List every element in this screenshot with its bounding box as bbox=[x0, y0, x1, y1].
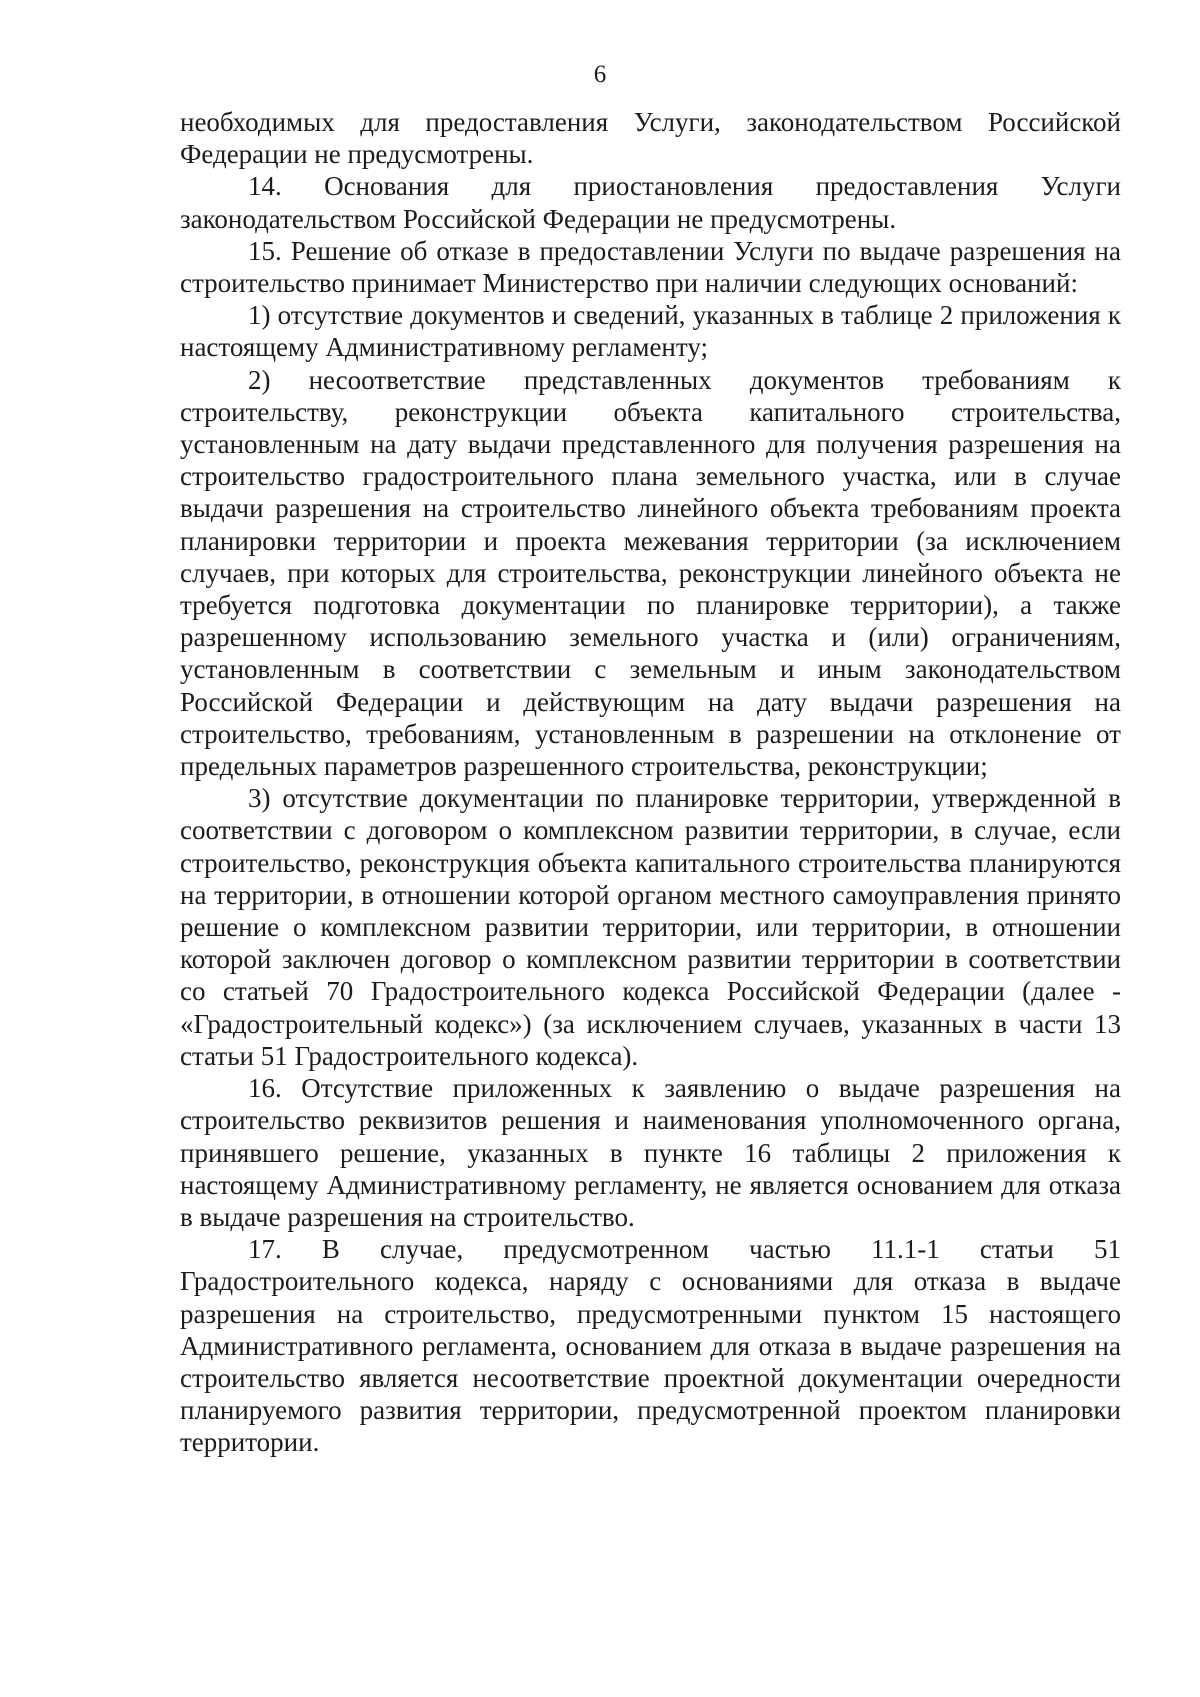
paragraph-item-15: 15. Решение об отказе в предоставлении Услуги по выдаче разрешения на строительство принимает Министерство при наличии следующих оснований: bbox=[180, 235, 1121, 299]
paragraph-continuation: необходимых для предоставления Услуги, законодательством Российской Федерации не предусмотрены. bbox=[180, 107, 1121, 170]
paragraph-subitem-1: 1) отсутствие документов и сведений, указанных в таблице 2 приложения к настоящему Административному регламенту; bbox=[180, 300, 1121, 363]
paragraph-item-16: 16. Отсутствие приложенных к заявлению о выдаче разрешения на строительство реквизитов решения и наименования уполномоченного органа, принявшего решение, указанных в пункте 16 таблицы 2 приложения к настоящему Административному регламенту, не является основанием для отказа в выдаче разрешения на строительство. bbox=[180, 1073, 1121, 1232]
document-body bbox=[180, 106, 1121, 1459]
paragraph-item-14: 14. Основания для приостановления предоставления Услуги законодательством Российской Федерации не предусмотрены. bbox=[180, 171, 1121, 234]
paragraph-subitem-2: 2) несоответствие представленных документов требованиям к строительству, реконструкции объекта капитального строительства, установленным на дату выдачи представленного для получения разрешения на строительство градостроительного плана земельного участка, или в случае выдачи разрешения на строительство линейного объекта требованиям проекта планировки территории и проекта межевания территории (за исключением случаев, при которых для строительства, реконструкции линейного объекта не требуется подготовка документации по планировке территории), а также разрешенному использованию земельного участка и (или) ограничениям, установленным в соответствии с земельным и иным законодательством Российской Федерации и действующим на дату выдачи разрешения на строительство, требованиям, установленным в разрешении на отклонение от предельных параметров разрешенного строительства, реконструкции; bbox=[180, 364, 1121, 782]
paragraph-item-17: 17. В случае, предусмотренном частью 11.1-1 статьи 51 Градостроительного кодекса, наряду с основаниями для отказа в выдаче разрешения на строительство, предусмотренными пунктом 15 настоящего Административного регламента, основанием для отказа в выдаче разрешения на строительство является несоответствие проектной документации очередности планируемого развития территории, предусмотренной проектом планировки территории. bbox=[180, 1234, 1121, 1458]
paragraph-subitem-3: 3) отсутствие документации по планировке территории, утвержденной в соответствии с договором о комплексном развитии территории, в случае, если строительство, реконструкция объекта капитального строительства планируются на территории, в отношении которой органом местного самоуправления принято решение о комплексном развитии территории, или территории, в отношении которой заключен договор о комплексном развитии территории в соответствии со статьей 70 Градостроительного кодекса Российской Федерации (далее - «Градостроительный кодекс») (за исключением случаев, указанных в части 13 статьи 51 Градостроительного кодекса). bbox=[180, 783, 1121, 1071]
page-number: 6 bbox=[593, 61, 607, 88]
